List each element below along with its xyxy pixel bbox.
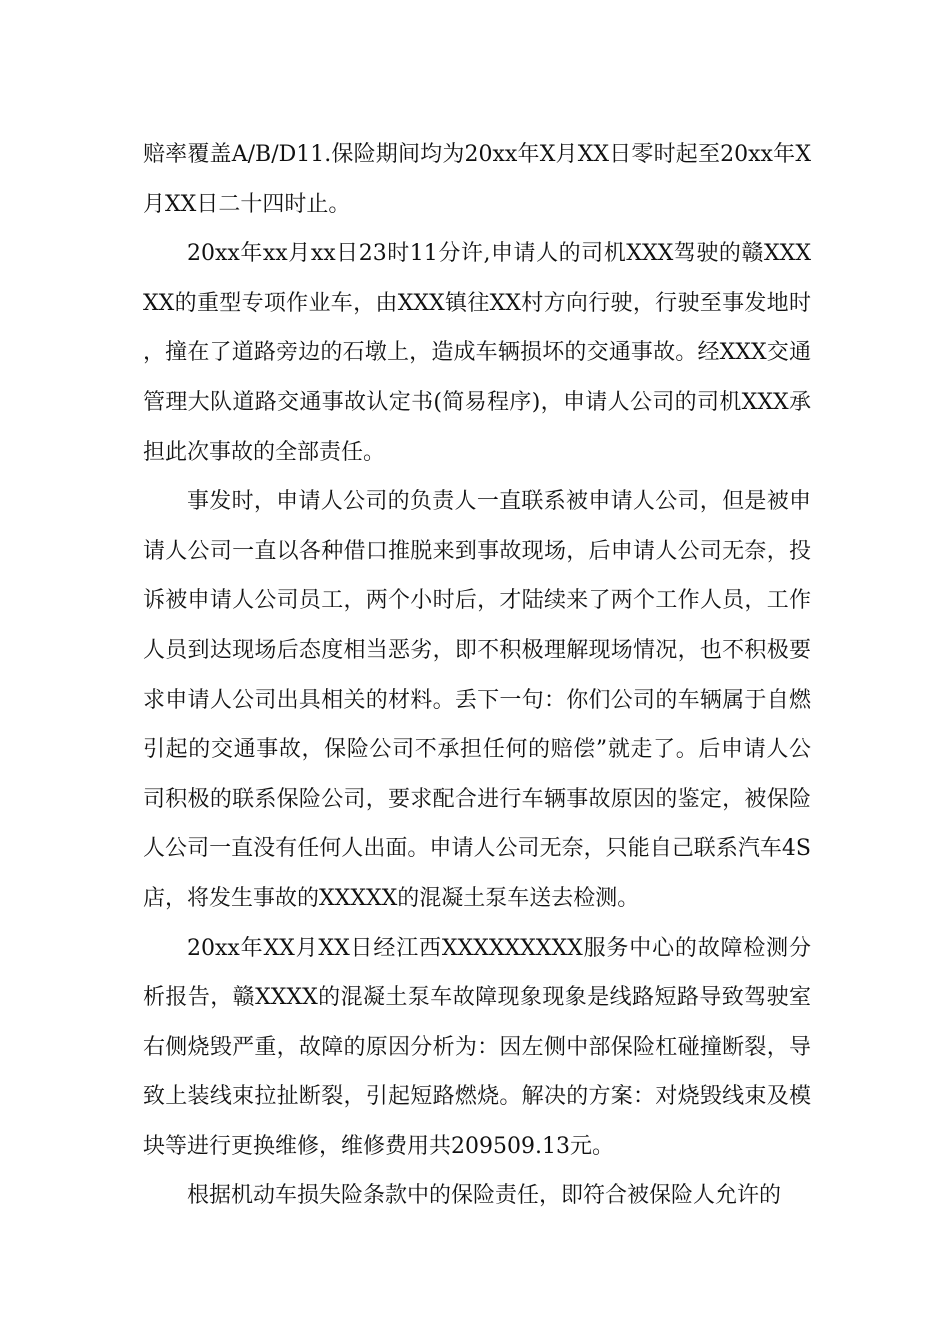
- paragraph-5: 根据机动车损失险条款中的保险责任，即符合被保险人允许的: [187, 1183, 782, 1209]
- paragraph-1: 赔率覆盖A/B/D11.保险期间均为20xx年X月XX日零时起至20xx年X月XX日二十四时止。: [143, 142, 811, 217]
- paragraph-2: 20xx年xx月xx日23时11分许,申请人的司机XXX驾驶的赣XXXXX的重型专项作业车，由XXX镇往XX村方向行驶，行驶至事发地时，撞在了道路旁边的石墩上，造成车辆损坏的交通事故。经XXX交通管理大队道路交通事故认定书(简易程序)，申请人公司的司机XXX承担此次事故的全部责任。: [143, 241, 811, 465]
- paragraph-3: 事发时，申请人公司的负责人一直联系被申请人公司，但是被申请人公司一直以各种借口推脱来到事故现场，后申请人公司无奈，投诉被申请人公司员工，两个小时后，才陆续来了两个工作人员，工作人员到达现场后态度相当恶劣，即不积极理解现场情况，也不积极要求申请人公司出具相关的材料。丢下一句：你们公司的车辆属于自燃引起的交通事故，保险公司不承担任何的赔偿”就走了。后申请人公司积极的联系保险公司，要求配合进行车辆事故原因的鉴定，被保险人公司一直没有任何人出面。申请人公司无奈，只能自己联系汽车4S店，将发生事故的XXXXX的混凝土泵车送去检测。: [143, 489, 811, 911]
- document-body: [143, 130, 811, 1221]
- paragraph-4: 20xx年XX月XX日经江西XXXXXXXXX服务中心的故障检测分析报告，赣XXXX的混凝土泵车故障现象现象是线路短路导致驾驶室右侧烧毁严重，故障的原因分析为：因左侧中部保险杠碰撞断裂，导致上装线束拉扯断裂，引起短路燃烧。解决的方案：对烧毁线束及模块等进行更换维修，维修费用共209509.13元。: [143, 935, 811, 1159]
